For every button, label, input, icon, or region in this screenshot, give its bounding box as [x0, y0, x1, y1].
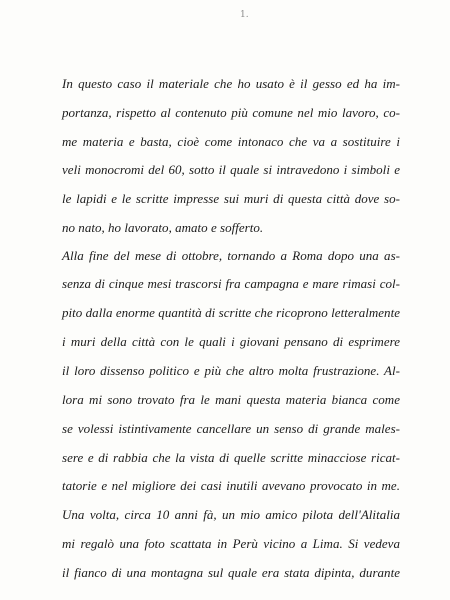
paragraph-1-line-4: veli monocromi del 60, sotto il quale si intravedono i simboli e — [62, 162, 400, 177]
paragraph-2-line-8: sere e di rabbia che la vista di quelle scritte minacciose ricat- — [62, 450, 400, 465]
paragraph-2-line-1: Alla fine del mese di ottobre, tornando a Roma dopo una as- — [62, 248, 400, 263]
paragraph-1-line-1: In questo caso il materiale che ho usato è il gesso ed ha im- — [62, 76, 400, 91]
paragraph-1-line-2: portanza, rispetto al contenuto più comune nel mio lavoro, co- — [62, 105, 400, 120]
paragraph-1-line-6: no nato, ho lavorato, amato e sofferto. — [62, 220, 264, 235]
paragraph-2-line-12: il fianco di una montagna sul quale era stata dipinta, durante — [62, 565, 400, 580]
paragraph-2-line-2: senza di cinque mesi trascorsi fra campagna e mare rimasi col- — [62, 276, 400, 291]
paragraph-2-line-4: i muri della città con le quali i giovani pensano di esprimere — [62, 334, 400, 349]
paragraph-1-line-3: me materia e basta, cioè come intonaco che va a sostituire i — [62, 134, 400, 149]
paragraph-2-line-3: pito dalla enorme quantità di scritte che ricoprono letteralmente — [62, 305, 400, 320]
paragraph-2-line-6: lora mi sono trovato fra le mani questa materia bianca come — [62, 392, 400, 407]
paragraph-2-line-10: Una volta, circa 10 anni fà, un mio amico pilota dell'Alitalia — [62, 507, 400, 522]
paragraph-2-line-9: tatorie e nel migliore dei casi inutili avevano provocato in me. — [62, 478, 400, 493]
paragraph-1-line-5: le lapidi e le scritte impresse sui muri di questa città dove so- — [62, 191, 400, 206]
paragraph-2-line-5: il loro dissenso politico e più che altro molta frustrazione. Al- — [62, 363, 400, 378]
page-mark: 1. — [240, 10, 249, 20]
paragraph-2-line-7: se volessi istintivamente cancellare un senso di grande males- — [62, 421, 400, 436]
paragraph-2-line-11: mi regalò una foto scattata in Perù vicino a Lima. Si vedeva — [62, 536, 400, 551]
